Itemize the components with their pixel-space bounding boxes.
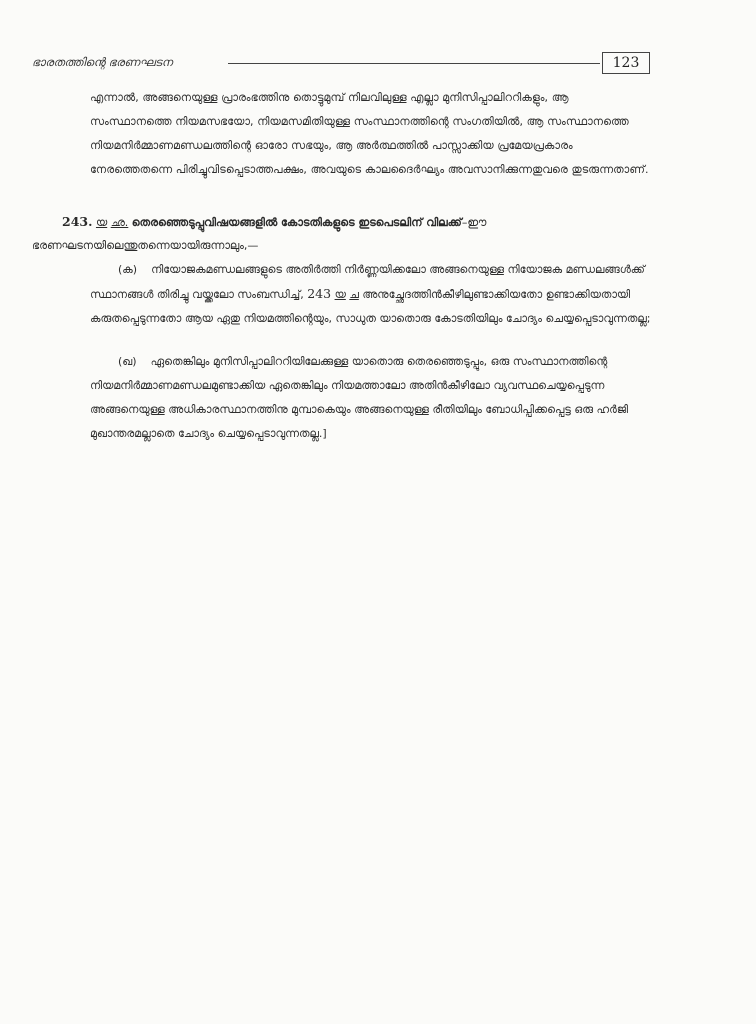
clause-b-text: ഏതെങ്കിലും മുനിസിപ്പാലിററിയിലേക്കുള്ള യാതൊരു തെരഞ്ഞെടുപ്പും, ഒരു സംസ്ഥാനത്തിന്റെ നിയമനിർമ്മാണമണ്ഡലമുണ്ടാക്കിയ ഏതെങ്കിലും നിയമത്താലോ അതിൻകീഴിലോ വ്യവസ്ഥചെയ്യപ്പെടുന്ന അങ്ങനെയുള്ള അധികാരസ്ഥാനത്തിനു മുമ്പാകെയും അങ്ങനെയുള്ള രീതിയിലും ബോധിപ്പിക്കപ്പെട്ട ഒരു ഹർജി മുഖാന്തരമല്ലാതെ ചോദ്യം ചെയ്യപ്പെടാവുന്നതല്ല.]: [90, 355, 629, 440]
running-header: [32, 52, 652, 74]
paragraph-1: എന്നാൽ, അങ്ങനെയുള്ള പ്രാരംഭത്തിനു തൊട്ടുമുമ്പ് നിലവിലുള്ള എല്ലാ മുനിസിപ്പാലിററികളും, ആ സംസ്ഥാനത്തെ നിയമസഭയോ, നിയമസമിതിയുള്ള സംസ്ഥാനത്തിന്റെ സംഗതിയിൽ, ആ സംസ്ഥാനത്തെ നിയമനിർമ്മാണമണ്ഡലത്തിന്റെ ഓരോ സഭയും, ആ അർത്ഥത്തിൽ പാസ്സാക്കിയ പ്രമേയപ്രകാരം നേരത്തെതന്നെ പിരിച്ചുവിടപ്പെടാത്തപക്ഷം, അവയുടെ കാലദൈർഘ്യം അവസാനിക്കുന്നതുവരെ തുടരുന്നതാണ്.: [90, 91, 649, 176]
section-dash-tail: –ഈ: [461, 216, 487, 229]
clause-a: [90, 258, 652, 331]
clause-a-sub-cha: ച: [349, 288, 359, 301]
clause-a-text-part2: അനുച്ഛേദത്തിൻകീഴിലുണ്ടാക്കിയതോ ഉണ്ടാക്കിയതായി കരുതപ്പെടുന്നതോ ആയ ഏതു നിയമത്തിന്റെയും, സാധുത യാതൊരു കോടതിയിലും ചോദ്യം ചെയ്യപ്പെടാവുന്നതല്ല;: [90, 288, 651, 325]
clause-a-sub-ya: യ: [334, 288, 346, 301]
clause-b: [90, 350, 652, 446]
section-number: 243.: [62, 214, 93, 229]
page-number: 123: [602, 52, 650, 74]
clause-a-article-number: 243: [307, 286, 332, 301]
section-title: തെരഞ്ഞെടുപ്പുവിഷയങ്ങളിൽ കോടതികളുടെ ഇടപെടലിന് വിലക്ക്: [131, 216, 462, 229]
section-sub-ya: യ: [95, 216, 108, 229]
section-heading: [62, 210, 652, 235]
clause-a-text-part1: നിയോജകമണ്ഡലങ്ങളുടെ അതിർത്തി നിർണ്ണയിക്കലോ അങ്ങനെയുള്ള നിയോജക മണ്ഡലങ്ങൾക്ക് സ്ഥാനങ്ങൾ തിരിച്ചു വയ്ക്കലോ സംബന്ധിച്ച്,: [90, 263, 645, 301]
clause-a-label: (ക): [118, 263, 138, 276]
section-continuation: ഭരണഘടനയിലെന്തുതന്നെയായിരുന്നാലും,—: [32, 239, 259, 252]
running-title: ഭാരതത്തിന്റെ ഭരണഘടന: [32, 55, 173, 69]
header-rule: [228, 63, 600, 64]
clause-b-label: (ഖ): [118, 355, 137, 368]
section-sub-cha: ഛ.: [110, 216, 129, 229]
